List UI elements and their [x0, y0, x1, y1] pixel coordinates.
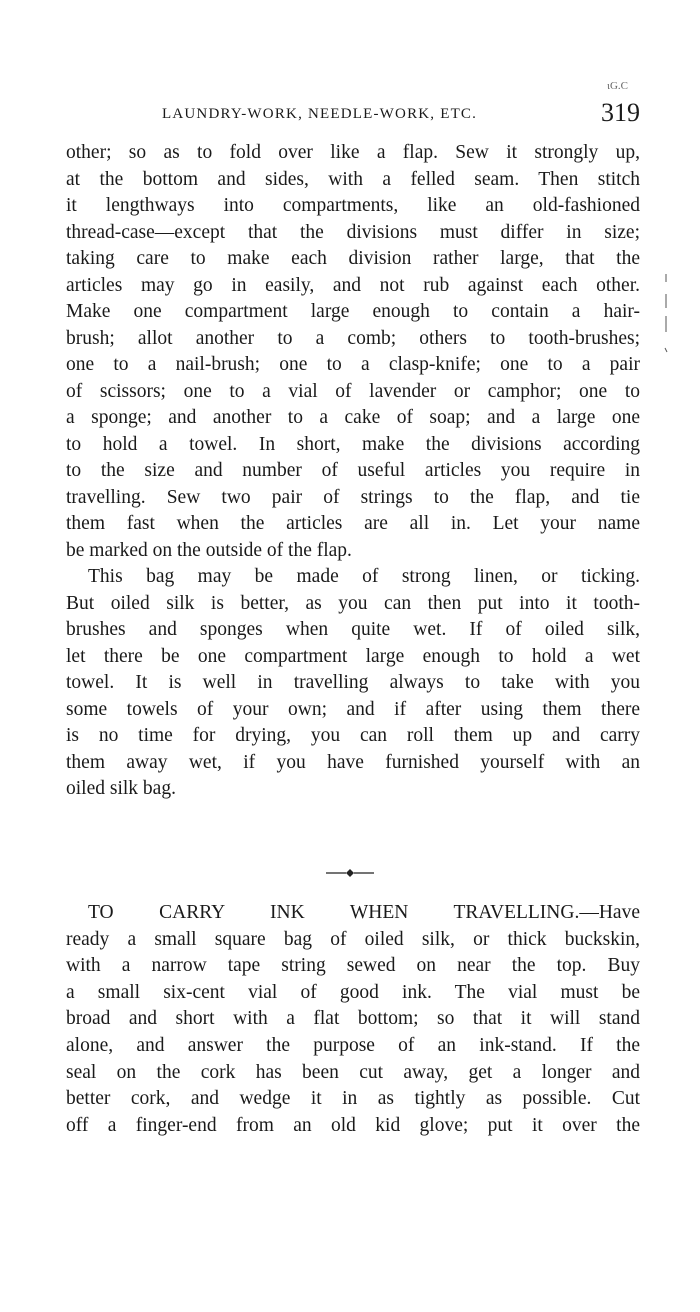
text-line: oiled silk bag.	[66, 778, 176, 799]
text-line: travelling. Sew two pair of strings to the flap, and tie	[66, 486, 640, 508]
section-ink-travelling	[66, 900, 640, 1139]
margin-show-through-marks	[660, 272, 672, 362]
text-line: This bag may be made of strong linen, or ticking.	[88, 566, 640, 587]
text-line: articles may go in easily, and not rub against each other.	[66, 274, 640, 296]
text-line: them fast when the articles are all in. Let your name	[66, 513, 640, 534]
page-mark: ιG.C	[607, 80, 628, 92]
text-line: to the size and number of useful articles you require in	[66, 460, 640, 481]
text-line: let there be one compartment large enough to hold a wet	[66, 645, 640, 667]
text-line: alone, and answer the purpose of an ink-stand. If the	[66, 1034, 640, 1056]
text-line: brushes and sponges when quite wet. If of oiled silk,	[66, 619, 640, 640]
text-line: of scissors; one to a vial of lavender or camphor; one to	[66, 380, 640, 402]
text-line: is no time for drying, you can roll them up and carry	[66, 725, 640, 746]
running-head	[66, 80, 640, 134]
text-line: some towels of your own; and if after using them there	[66, 698, 640, 720]
text-line: to hold a towel. In short, make the divisions according	[66, 433, 640, 455]
text-line: thread-case—except that the divisions must differ in size;	[66, 221, 640, 243]
text-line: broad and short with a flat bottom; so that it will stand	[66, 1008, 640, 1030]
text-line: brush; allot another to a comb; others to tooth-brushes;	[66, 327, 640, 349]
text-line: a small six-cent vial of good ink. The vial must be	[66, 981, 640, 1003]
body-text	[66, 140, 640, 803]
text-line: towel. It is well in travelling always to take with you	[66, 672, 640, 693]
text-line: other; so as to fold over like a flap. Sew it strongly up,	[66, 142, 640, 163]
text-line: taking care to make each division rather large, that the	[66, 248, 640, 269]
section-divider-ornament	[320, 866, 380, 880]
text-line: off a finger-end from an old kid glove; put it over the	[66, 1114, 640, 1136]
text-line: at the bottom and sides, with a felled seam. Then stitch	[66, 168, 640, 190]
section-heading-line: TO CARRY INK WHEN TRAVELLING.—Have	[88, 902, 640, 923]
page-number: 319	[601, 98, 640, 127]
text-line: ready a small square bag of oiled silk, or thick buckskin,	[66, 928, 640, 950]
text-line: seal on the cork has been cut away, get a longer and	[66, 1061, 640, 1083]
text-line: one to a nail-brush; one to a clasp-knife; one to a pair	[66, 354, 640, 375]
text-line: But oiled silk is better, as you can then put into it tooth-	[66, 592, 640, 614]
text-line: them away wet, if you have furnished yourself with an	[66, 751, 640, 773]
text-line: it lengthways into compartments, like an old-fashioned	[66, 195, 640, 216]
text-line: be marked on the outside of the flap.	[66, 539, 352, 561]
text-line: with a narrow tape string sewed on near the top. Buy	[66, 955, 640, 977]
running-title: LAUNDRY-WORK, NEEDLE-WORK, ETC.	[162, 106, 478, 122]
text-line: better cork, and wedge it in as tightly as possible. Cut	[66, 1088, 640, 1110]
text-line: Make one compartment large enough to contain a hair-	[66, 301, 640, 322]
text-line: a sponge; and another to a cake of soap; and a large one	[66, 407, 640, 428]
